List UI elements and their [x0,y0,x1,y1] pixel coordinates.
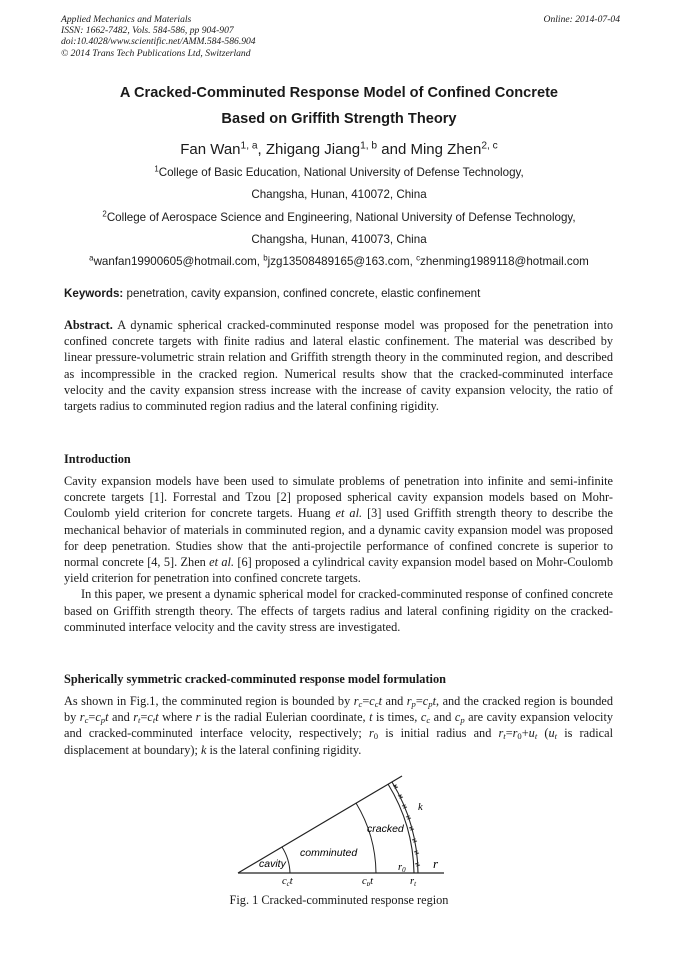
body-text: is initial radius and [378,726,499,741]
author-name: Ming Zhen [410,141,482,158]
label-cp-t: cpt [362,876,374,886]
author-separator: , [257,141,266,158]
body-text: are cavity expansion velocity and cracked-comminuted interface velocity, respectively; [64,710,614,741]
journal-copyright: © 2014 Trans Tech Publications Ltd, Switzerland [61,47,251,59]
affiliation-text: College of Basic Education, National University of Defense Technology, [158,166,524,179]
label-cc-t: cct [282,876,293,886]
body-text: is times, [372,710,421,725]
intro-text: [6] proposed a cylindrical cavity expansion model based on Mohr-Coulomb yield criterion for penetration into confined concrete targets. [64,555,613,586]
author-name: Zhigang Jiang [265,141,361,158]
body-text: where [158,710,196,725]
label-r0: r0 [398,862,406,874]
journal-header [61,14,256,59]
email-link[interactable]: jzg13508489165@163.com, [267,255,417,269]
author-superscript: 1, b [360,140,378,152]
intro-italic: et al. [209,555,235,570]
figure-caption: Fig. 1 Cracked-comminuted response region [229,893,449,907]
body-text: is the radial Eulerian coordinate, [200,710,370,725]
paper-title [40,80,638,132]
online-date: Online: 2014-07-04 [543,14,620,25]
body-text: As shown in Fig.1, the comminuted region is bounded by [64,694,354,708]
author-separator: and [377,141,411,158]
author-name: Fan Wan [180,141,241,158]
body-text: ( [537,726,549,741]
email-marker: c [416,253,421,263]
intro-paragraph-1 [64,474,613,585]
label-k: k [418,802,423,813]
body-text: is the lateral confining rigidity. [206,742,362,757]
keywords [64,287,480,300]
keywords-label: Keywords: [64,287,124,300]
intro-text: Cavity expansion models have been used to simulate problems of penetration into infinite and semi-infinite concrete targets [1]. Forrestal and Tzou [2] proposed spherical cavity expansion models based on Mohr-Coulomb yield criterion for concrete targets. Huang [64,474,613,521]
author-list [40,140,638,160]
label-cracked: cracked [367,823,404,835]
affiliation-marker: 2 [102,209,107,219]
body-text: and [430,710,455,725]
label-cavity: cavity [259,858,286,870]
comminuted-boundary-arc [356,803,376,873]
body-text: is radical displacement at boundary); [64,726,613,757]
affiliation-2-line-1 [40,207,638,229]
label-r-axis: r [433,856,439,871]
intro-paragraph-2: In this paper, we present a dynamic spherical model for cracked-comminuted response of confined concrete based on Griffith strength theory. The effects of targets radius and lateral confining rigidity on the cracked-comminuted interface velocity and the cavity stress are investigated. [64,587,613,634]
intro-italic: et al. [335,506,363,521]
author-superscript: 2, c [481,140,498,152]
affiliation-marker: 1 [154,164,159,174]
email-marker: a [89,253,94,263]
label-rt: rt [410,876,417,886]
abstract-label: Abstract. [64,318,113,332]
journal-doi: doi:10.4028/www.scientific.net/AMM.584-586.904 [61,36,256,48]
section-2-heading: Spherically symmetric cracked-comminuted response model formulation [64,672,446,686]
journal-issn: ISSN: 1662-7482, Vols. 584-586, pp 904-907 [61,25,234,37]
body-text: , and the cracked region is bounded by [64,694,613,725]
title-line-1: A Cracked-Comminuted Response Model of Confined Concrete [119,85,559,101]
body-text: and [382,694,407,708]
email-marker: b [263,253,268,263]
journal-name: Applied Mechanics and Materials [61,14,192,25]
body-text: and [108,710,134,725]
affiliation-text: College of Aerospace Science and Engineering, National University of Defense Technology, [106,210,576,224]
author-superscript: 1, a [240,140,258,152]
introduction-body [64,473,613,635]
introduction-heading: Introduction [64,452,131,466]
email-link[interactable]: zhenming1989118@hotmail.com [420,255,589,269]
abstract [64,317,613,414]
affiliation-2-line-2: Changsha, Hunan, 410073, China [251,232,427,246]
email-link[interactable]: wanfan19900605@hotmail.com, [93,255,264,269]
affiliation-1-line-2: Changsha, Hunan, 410072, China [251,188,427,202]
email-line [40,251,638,273]
abstract-text: A dynamic spherical cracked-comminuted response model was proposed for the penetration into confined concrete targets with finite radius and lateral elastic confinement. The material was described by linear pressure-volumetric strain relation and Griffith strength theory in the comminuted region, and described as incompressible in the cracked region. Numerical results show that the cracked-comminuted interface velocity and the cavity expansion stress increase with the increase of cavity expansion velocity, the ratio of targets radius to comminuted region radius and the lateral confining rigidity. [64,318,613,414]
section-2-body: As shown in Fig.1, the comminuted region is bounded by $r_c=c_ct$ and $r_p=c_pt$, and the cracked region is bounded by $r_c=c_pt$ and $r_t=c_tt$ where r is the radial Eulerian coordinate, t is times, $c_c$ and $c_p$ are cavity expansion velocity and cracked-comminuted interface velocity, respectively; $r_0$ is initial radius and $r_t=r_0+u_t$ ($u_t$ is radical displacement at boundary); k is the lateral confining rigidity. [64,694,614,757]
label-comminuted: comminuted [300,847,358,859]
intro-text: [3] used Griffith strength theory to describe the mechanical behavior of materials in comminuted region, and a dynamic cavity expansion model was proposed for deep penetration. Studies show that the anti-projectile performance of confined concrete is superior to normal concrete [4, 5]. Zhen [64,506,613,570]
affiliations [40,162,638,273]
keywords-text: penetration, cavity expansion, confined concrete, elastic confinement [123,287,481,300]
title-line-2: Based on Griffith Strength Theory [221,111,457,127]
cracked-comminuted-diagram [230,770,450,886]
affiliation-1-line-1 [40,162,638,184]
